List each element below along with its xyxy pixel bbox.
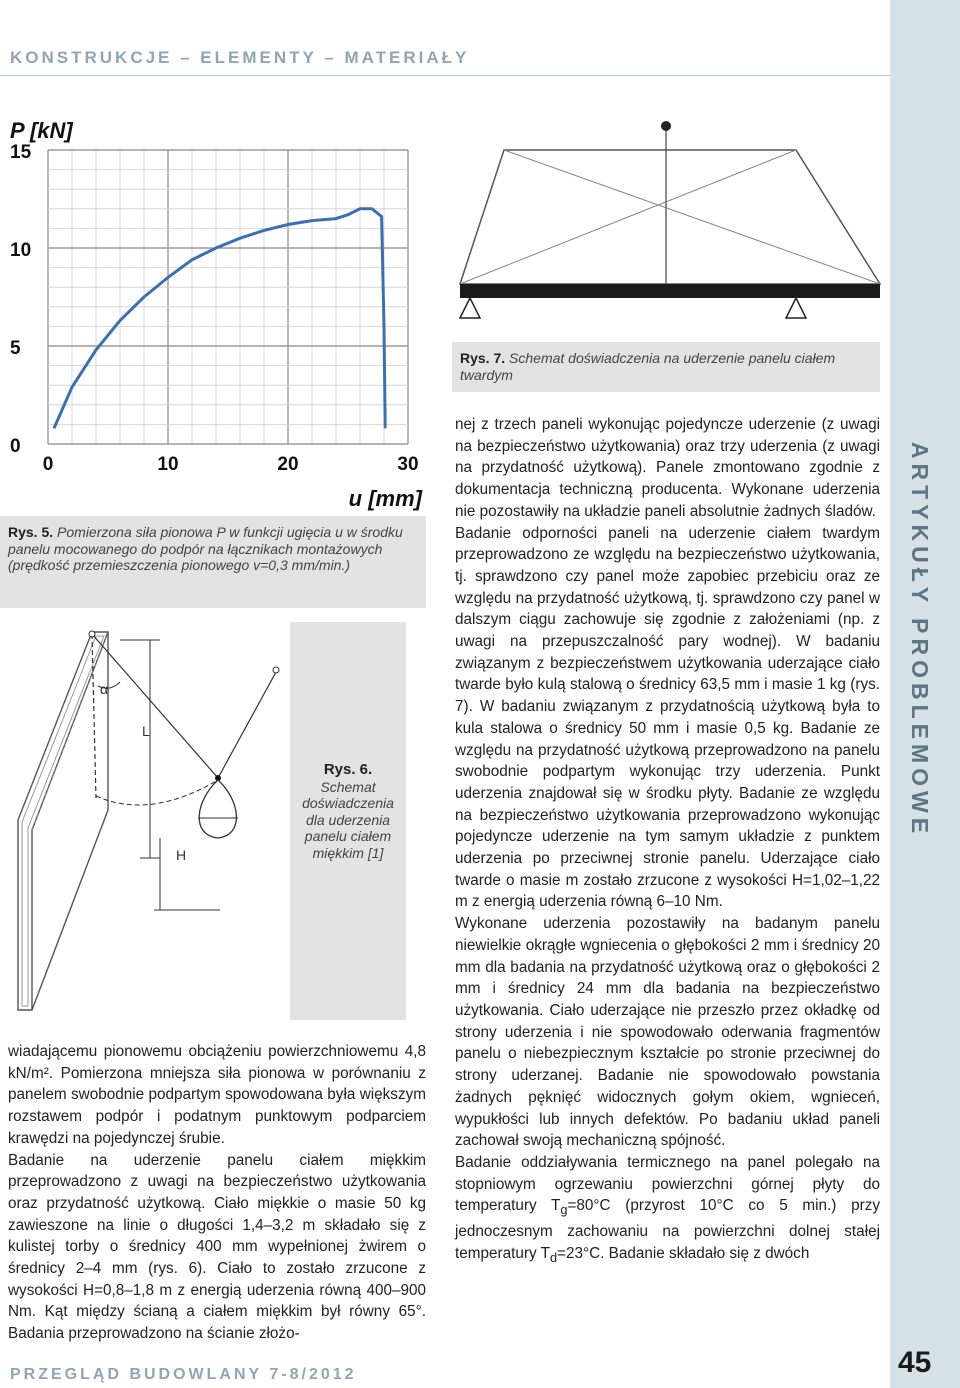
x-axis-label: u [mm]	[348, 486, 422, 511]
page-number: 45	[898, 1346, 932, 1379]
figure5-caption-num: Rys. 5.	[8, 524, 54, 540]
journal-footer: PRZEGLĄD BUDOWLANY 7-8/2012	[10, 1366, 357, 1383]
section-title: KONSTRUKCJE – ELEMENTY – MATERIAŁY	[10, 48, 470, 67]
paragraph: wiadającemu pionowemu obciążeniu powierzchniowemu 4,8 kN/m². Pomierzona mniejsza siła pionowa w porównaniu z panelem swobodnie podpartym spowodowana była większym rozstawem podpór i podatnym punktowym podparciem krawędzi na pojedynczej śrubie.	[8, 1043, 426, 1147]
paragraph: Badanie oddziaływania termicznego na panel polegało na stopniowym ogrzewaniu powierzchni górnej płyty do temperatury $T_g=80^\circ C$ (przyrost 10°C co 5 min.) przy jednoczesnym zachowaniu na powierzchni dolnej stałej temperatury $T_d=23^\circ C$. Badanie składało się z dwóch	[455, 1153, 880, 1265]
pivot-icon	[89, 631, 95, 637]
pendulum-line	[92, 634, 218, 778]
label-L: L	[142, 723, 150, 739]
header-divider	[0, 75, 890, 76]
paragraph: Badanie na uderzenie panelu ciałem miękkim przeprowadzono z uwagi na bezpieczeństwo użytkowania oraz przydatność użytkową. Ciało miękkie o masie 50 kg zawieszone na linie o długości 1,4–3,2 m składało się z kulistej torby o średnicy 400 mm wypełnionej żwirem o średnicy 2–4 mm (rys. 6). Ciało to zostało zrzucone z wysokości H=0,8–1,8 m z energią uderzenia równą 400–900 Nm. Kąt między ścianą a ciałem miękkim był równy 65°. Badania przeprowadzono na ścianie złożo-	[8, 1151, 426, 1343]
panel-top-face	[460, 150, 880, 284]
paragraph: Wykonane uderzenia pozostawiły na badanym panelu niewielkie okrągłe wgniecenia o głębokości 2 mm i średnicy 20 mm dla badania na przydatność użytkową oraz o głębokości 2 mm i średnicy 24 mm dla badania na bezpieczeństwo użytkowania. Ciało uderzające nie przeszło przez okładkę od strony uderzenia i nie spowodowało oderwania fragmentów panelu o niebezpiecznym kształcie po stronie przeciwnej do strony uderzanej. Badanie nie spowodowało powstania żadnych pęknięć widocznych gołym okiem, wgnieceń, wypukłości lub innych defektów. Po badaniu układ paneli zachował swoją mechaniczną spójność.	[455, 915, 880, 1150]
figure5-caption-text: Pomierzona siła pionowa P w funkcji ugięcia u w środku panelu mocowanego do podpór na łącznikach montażowych (prędkość przemieszczenia pionowego v=0,3 mm/min.)	[8, 524, 403, 573]
chart-grid	[48, 150, 408, 444]
soft-body-bag-icon	[199, 780, 236, 838]
figure5-caption	[0, 516, 426, 608]
pivot-icon	[273, 667, 279, 673]
swing-arc	[96, 780, 218, 805]
y-tick-label: 10	[10, 240, 32, 261]
steel-ball-icon	[661, 121, 671, 131]
x-tick-label: 20	[277, 454, 299, 475]
support-right-icon	[786, 298, 806, 318]
figure6-caption	[290, 622, 406, 1020]
figure5-chart	[0, 108, 430, 516]
series-line	[54, 209, 385, 428]
wall-bottom	[32, 810, 108, 1010]
x-tick-labels	[43, 454, 419, 475]
figure7-caption-num: Rys. 7.	[460, 350, 506, 366]
y-tick-labels	[10, 142, 32, 457]
paragraph: nej z trzech paneli wykonując pojedyncze uderzenie (z uwagi na bezpieczeństwo użytkowania) oraz trzy uderzenia (z uwagi na przydatność użytkową). Panele zmontowano zgodnie z dokumentacja techniczną producenta. Wykonane uderzenia nie pozostawiły na układzie paneli absolutnie żadnych śladów.	[455, 416, 880, 520]
y-tick-label: 15	[10, 142, 32, 163]
paragraph: Badanie odporności paneli na uderzenie ciałem twardym przeprowadzono ze względu na bezpieczeństwo użytkowania, tj. sprawdzono czy panel może zapobiec przebiciu oraz ze względu na przydatność użytkową, tj. sprawdzono czy panel w dalszym ciągu zachowuje się zgodnie z założeniami (np. z uwagi na przepuszczalność pary wodnej). W badaniu związanym z bezpieczeństwem użytkowania uderzające ciało twarde było kulą stalową o średnicy 63,5 mm i masie 1 kg (rys. 7). W badaniu związanym z przydatnością użytkową była to kula stalowa o średnicy 50 mm i masie 0,5 kg. Badanie ze względu na przydatność użytkową przeprowadzono na panelu swobodnie podpartym wykonując trzy uderzenia. Punkt uderzenia znajdował się w środku płyty. Badanie ze względu na bezpieczeństwo użytkowania przeprowadzono wykonując pojedyncze uderzenie na tym samym układzie z punktem uderzenia po przeciwnej stronie panelu. Uderzające ciało twarde o masie m zostało zrzucone z wysokości H=1,02–1,22 m z energią uderzenia równą 6–10 Nm.	[455, 524, 880, 911]
side-section-label: ARTYKUŁY PROBLEMOWE	[907, 441, 933, 839]
y-tick-label: 5	[10, 338, 21, 359]
wall-panel-inner	[22, 636, 104, 1006]
x-tick-label: 30	[397, 454, 419, 475]
figure6-caption-text: Schemat doświadczenia dla uderzenia panelu ciałem miękkim [1]	[302, 778, 394, 861]
right-column-text	[455, 414, 880, 1269]
y-tick-label: 0	[10, 436, 21, 457]
panel-edge	[460, 284, 880, 298]
label-H: H	[176, 847, 187, 863]
support-left-icon	[460, 298, 480, 318]
left-column-text	[8, 1041, 426, 1345]
figure6-drawing	[0, 620, 290, 1020]
wall-panel	[18, 632, 108, 1010]
figure7-caption	[452, 342, 880, 392]
figure7-caption-text: Schemat doświadczenia na uderzenie panelu ciałem twardym	[460, 350, 836, 383]
figure6-caption-num: Rys. 6.	[323, 761, 373, 778]
rope-to-start	[218, 672, 276, 778]
figure7-drawing	[452, 108, 882, 340]
x-tick-label: 10	[157, 454, 179, 475]
y-axis-label: P [kN]	[10, 118, 73, 143]
x-tick-label: 0	[42, 454, 54, 475]
label-alpha: α	[100, 681, 109, 697]
